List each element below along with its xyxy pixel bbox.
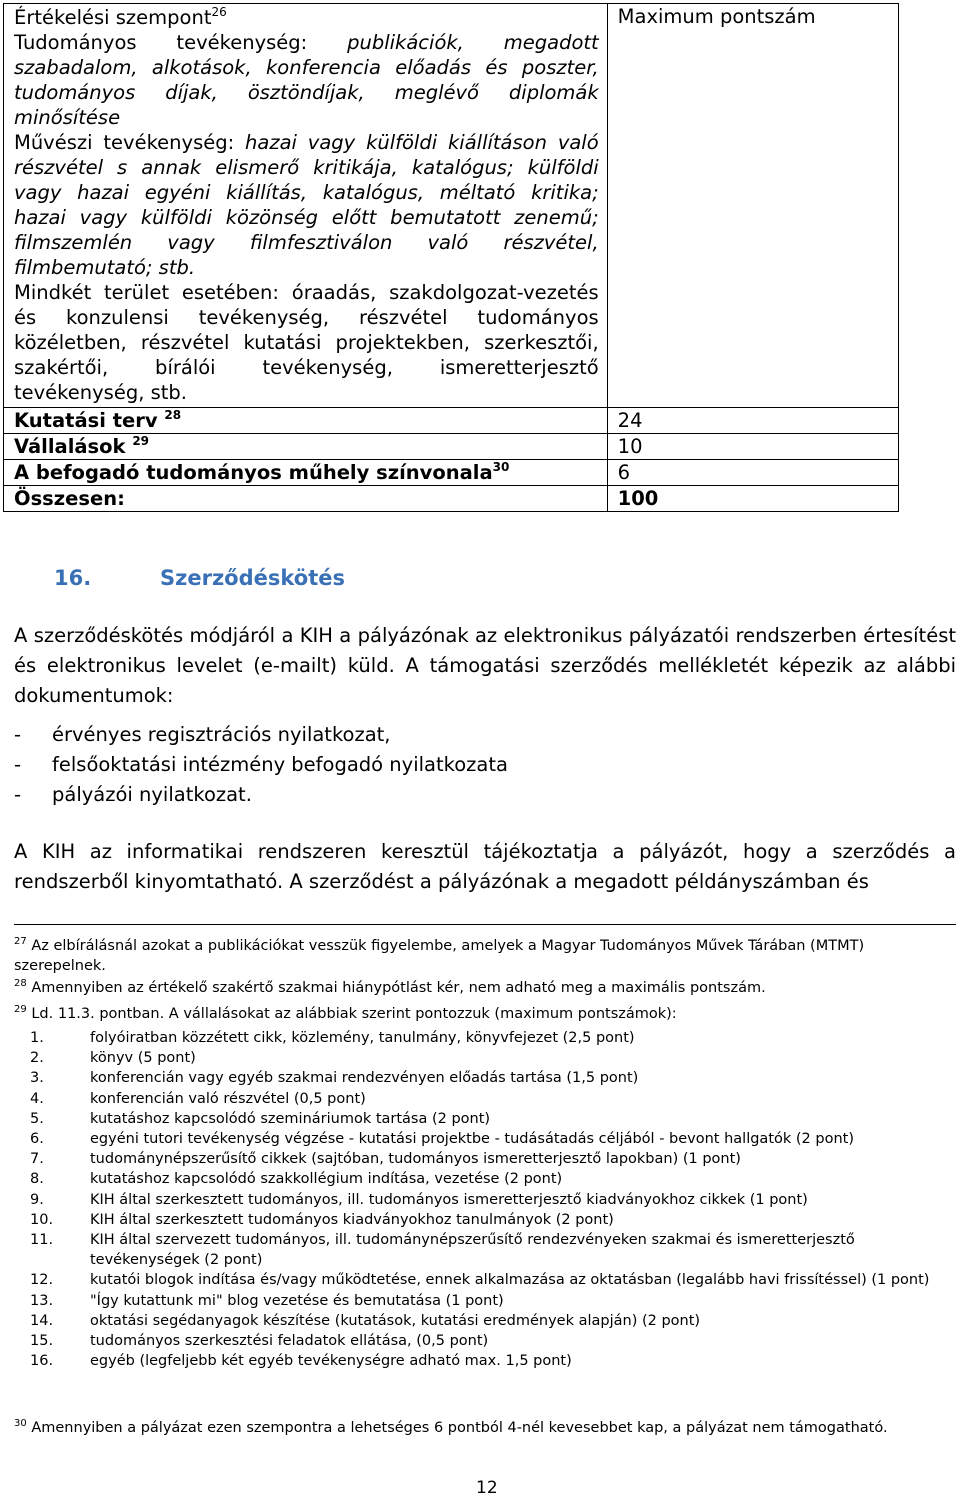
table-row-label: [4, 408, 608, 434]
list-item-number: 12.: [30, 1272, 54, 1289]
total-value: 100: [607, 486, 898, 512]
list-item: [30, 1109, 930, 1129]
list-item: [14, 780, 508, 810]
list-item: [30, 1028, 930, 1048]
page-number: 12: [476, 1478, 498, 1498]
table-row-label: [4, 434, 608, 460]
dash-marker: -: [14, 723, 22, 746]
footnote-29: [14, 1004, 939, 1024]
list-item-text: kutatáshoz kapcsolódó szemináriumok tartása (2 pont): [90, 1110, 491, 1127]
list-item-text: konferencián való részvétel (0,5 pont): [90, 1090, 366, 1107]
footnote-number: 28: [14, 978, 27, 989]
list-item-number: 1.: [30, 1030, 44, 1046]
list-item-text: KIH által szervezett tudományos, ill. tudománynépszerűsítő rendezvényeken szakmai és ismeretterjesztő tevékenységek (2 pont): [90, 1232, 855, 1269]
list-item-number: 4.: [30, 1090, 44, 1107]
list-item-number: 16.: [30, 1353, 54, 1370]
artistic-activity-items: hazai vagy külföldi kiállításon való részvétel s annak elismerő kritikája, katalógus; külföldi vagy hazai egyéni kiállítás, katalógus, méltató kritika; hazai vagy külföldi közönség előtt bemutatott zenemű; filmszemlén vagy filmfesztiválon való részvétel, filmbemutató; stb.: [14, 131, 599, 279]
max-points-header-label: Maximum pontszám: [617, 5, 816, 28]
list-item: [30, 1169, 930, 1189]
table-total-row: [4, 486, 899, 512]
scientific-activity-text: [14, 30, 599, 130]
footnote-ref-30: 30: [492, 460, 510, 474]
list-item: [30, 1291, 930, 1311]
contract-paragraph-1: A szerződéskötés módjáról a KIH a pályázónak az elektronikus pályázatói rendszerben értesítést és elektronikus levelet (e-mailt) küld. A támogatási szerződés mellékletét képezik az alábbi dokumentumok:: [14, 624, 956, 707]
list-item-text: konferencián vagy egyéb szakmai rendezvényen előadás tartása (1,5 pont): [90, 1070, 639, 1087]
criteria-header-label: Értékelési szempont: [14, 6, 212, 29]
list-item: [30, 1270, 930, 1290]
footnote-28: [14, 978, 939, 998]
table-row-value: 10: [607, 434, 898, 460]
list-item-text: KIH által szerkesztett tudományos kiadványokhoz tanulmányok (2 pont): [90, 1211, 614, 1228]
list-item: [30, 1311, 930, 1331]
footnote-ref-26: 26: [211, 5, 227, 19]
scientific-activity-items: publikációk, megadott szabadalom, alkotások, konferencia előadás és poszter, tudományos díjak, ösztöndíjak, meglévő diplomák minősítése: [14, 31, 599, 129]
list-item-text: kutatáshoz kapcsolódó szakkollégium indítása, vezetése (2 pont): [90, 1171, 563, 1188]
footnote-separator: [14, 924, 956, 925]
list-item: [30, 1331, 930, 1351]
list-item-text: folyóiratban közzétett cikk, közlemény, tanulmány, könyvfejezet (2,5 pont): [90, 1030, 635, 1046]
footnote-text: Az elbírálásnál azokat a publikációkat vesszük figyelembe, amelyek a Magyar Tudományos Művek Tárában (MTMT) szerepelnek.: [14, 938, 865, 974]
evaluation-criteria-table: [3, 3, 899, 512]
criteria-header-cell: [4, 4, 608, 31]
footnote-text: Amennyiben a pályázat ezen szempontra a lehetséges 6 pontból 4-nél kevesebbet kap, a pályázat nem támogatható.: [31, 1420, 888, 1436]
list-item: [14, 720, 508, 750]
list-item-number: 2.: [30, 1050, 44, 1067]
list-item-number: 14.: [30, 1312, 54, 1329]
list-item: [30, 1190, 930, 1210]
table-row-value: 6: [607, 460, 898, 486]
criteria-description-cell: [4, 30, 608, 408]
list-item-text: tudományos szerkesztési feladatok ellátása, (0,5 pont): [90, 1333, 489, 1350]
list-item-text: egyéb (legfeljebb két egyéb tevékenységre adható max. 1,5 pont): [90, 1353, 572, 1370]
footnote-text: Amennyiben az értékelő szakértő szakmai hiánypótlást kér, nem adható meg a maximális pontszám.: [31, 980, 766, 996]
list-item-text: KIH által szerkesztett tudományos, ill. tudományos ismeretterjesztő kiadványokhoz cikkek (1 pont): [90, 1191, 808, 1208]
list-item-number: 7.: [30, 1151, 44, 1168]
list-item-number: 8.: [30, 1171, 44, 1188]
max-points-header-cell: [607, 4, 898, 408]
research-plan-label: Kutatási terv: [14, 409, 158, 432]
footnote-ref-29: 29: [132, 434, 150, 448]
list-item: [30, 1149, 930, 1169]
list-item: [30, 1351, 930, 1371]
footnote-number: 29: [14, 1004, 27, 1015]
list-item-text: könyv (5 pont): [90, 1050, 196, 1067]
list-item: [14, 750, 508, 780]
commitment-scoring-list: [30, 1028, 930, 1371]
footnote-27: [14, 936, 939, 976]
list-item-text: tudománynépszerűsítő cikkek (sajtóban, tudományos ismeretterjesztő lapokban) (1 pont): [90, 1151, 741, 1168]
footnote-number: 27: [14, 936, 27, 947]
list-item-text: felsőoktatási intézmény befogadó nyilatkozata: [52, 753, 508, 776]
list-item: [30, 1129, 930, 1149]
list-item-number: 5.: [30, 1110, 44, 1127]
list-item-number: 10.: [30, 1211, 54, 1228]
list-item-number: 15.: [30, 1333, 54, 1350]
dash-marker: -: [14, 753, 22, 776]
list-item-number: 9.: [30, 1191, 44, 1208]
list-item-number: 11.: [30, 1232, 54, 1249]
list-item-text: oktatási segédanyagok készítése (kutatások, kutatási eredmények alapján) (2 pont): [90, 1312, 701, 1329]
scientific-activity-lead: Tudományos tevékenység:: [14, 31, 308, 54]
table-row-label: [4, 460, 608, 486]
list-item: [30, 1230, 930, 1270]
footnote-text: Ld. 11.3. pontban. A vállalásokat az alábbiak szerint pontozzuk (maximum pontszámok):: [31, 1006, 677, 1022]
table-row-value: 24: [607, 408, 898, 434]
list-item-number: 3.: [30, 1070, 44, 1087]
list-item-number: 6.: [30, 1131, 44, 1148]
list-item: [30, 1048, 930, 1068]
footnote-ref-28: 28: [164, 408, 182, 422]
artistic-activity-text: [14, 130, 599, 280]
section-title: Szerződéskötés: [160, 566, 345, 590]
both-areas-text: Mindkét terület esetében: óraadás, szakdolgozat-vezetés és konzulensi tevékenység, részvétel tudományos közéletben, részvétel kutatási projektekben, szerkesztői, szakértői, bírálói tevékenység, ismeretterjesztő tevékenység, stb.: [14, 281, 599, 404]
footnote-number: 30: [14, 1418, 27, 1429]
workshop-quality-label: A befogadó tudományos műhely színvonala: [14, 461, 493, 484]
list-item-text: kutatói blogok indítása és/vagy működtetése, ennek alkalmazása az oktatásban (legalább havi frissítéssel) (1 pont): [90, 1272, 930, 1289]
list-item-text: "Így kutattunk mi" blog vezetése és bemutatása (1 pont): [90, 1292, 504, 1309]
total-label: Összesen:: [4, 486, 608, 512]
list-item: [30, 1210, 930, 1230]
list-item-text: pályázói nyilatkozat.: [52, 783, 252, 806]
attachment-list: [14, 720, 508, 810]
section-heading: [54, 566, 345, 590]
contract-paragraph-2: A KIH az informatikai rendszeren keresztül tájékoztatja a pályázót, hogy a szerződés a rendszerből kinyomtatható. A szerződést a pályázónak a megadott példányszámban és: [14, 840, 956, 893]
list-item: [30, 1089, 930, 1109]
list-item-number: 13.: [30, 1292, 54, 1309]
commitments-label: Vállalások: [14, 435, 126, 458]
table-row: [4, 460, 899, 486]
list-item-text: egyéni tutori tevékenység végzése - kutatási projektbe - tudásátadás céljából - bevont hallgatók (2 pont): [90, 1131, 854, 1148]
table-row: [4, 408, 899, 434]
footnote-30: [14, 1418, 939, 1438]
dash-marker: -: [14, 783, 22, 806]
artistic-activity-lead: Művészi tevékenység:: [14, 131, 235, 154]
table-header-row: [4, 4, 899, 31]
table-row: [4, 434, 899, 460]
section-number: 16.: [54, 566, 92, 590]
list-item: [30, 1068, 930, 1088]
list-item-text: érvényes regisztrációs nyilatkozat,: [52, 723, 391, 746]
